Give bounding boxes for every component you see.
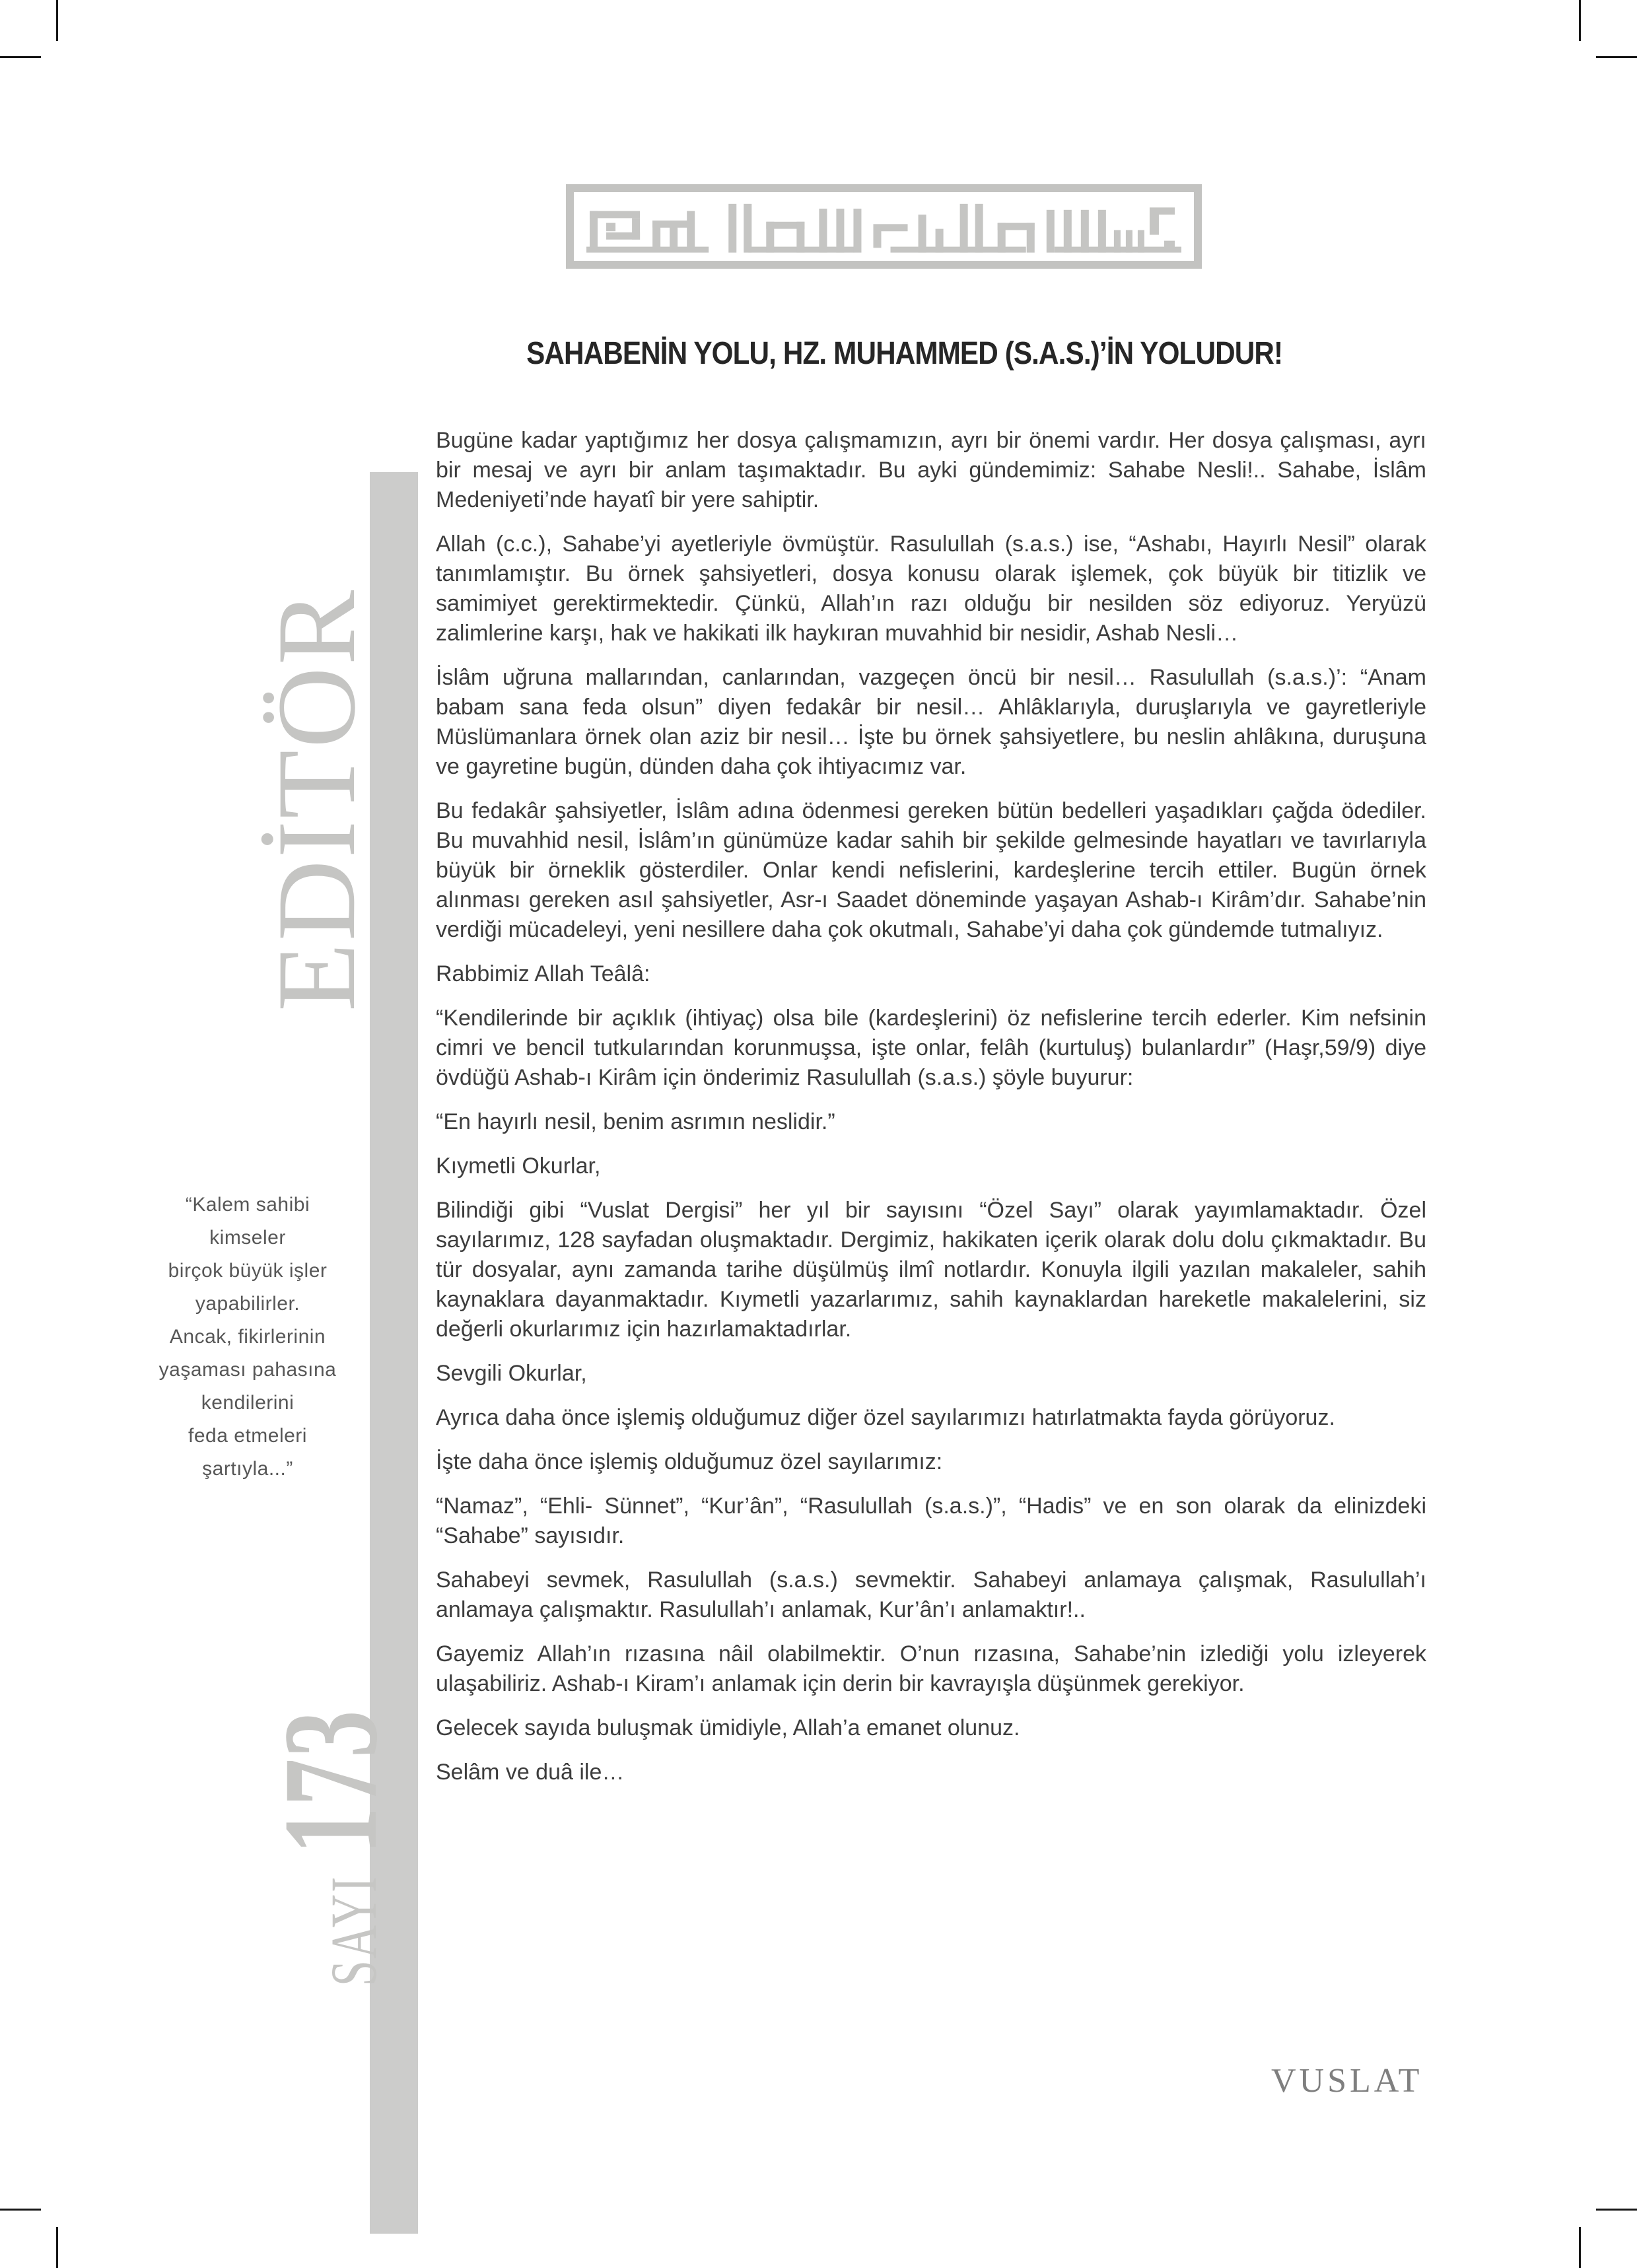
body-paragraph: Rabbimiz Allah Teâlâ: [436, 961, 650, 986]
pull-quote-line: “Kalem sahibi [185, 1194, 310, 1216]
pull-quote-line: birçok büyük işler [168, 1260, 328, 1282]
pull-quote-line: yapabilirler. [195, 1293, 300, 1315]
crop-mark-bottom-left-horizontal [0, 2209, 41, 2211]
body-paragraph: Allah (c.c.), Sahabe’yi ayetleriyle övmüştür. Rasulullah (s.a.s.) ise, “Ashabı, Hayırlı Nesil” olarak tanımlamıştır. Bu örnek şahsiyetleri, dosya konusu olarak işlemek, çok büyük bir titizlik ve samimiyet gerektirmektedir. Çünkü, Allah’ın razı olduğu bir nesilden söz ediyoruz. Yeryüzü zalimlerine karşı, hak ve hakikati ilk haykıran muvahhid bir nesidir, Ashab Nesli… [436, 532, 1426, 646]
bismillah-kufic-logo [566, 184, 1202, 269]
body-paragraph: Selâm ve duâ ile… [436, 1760, 625, 1785]
sidebar-pull-quote [122, 1188, 373, 1486]
body-paragraph: “Kendilerinde bir açıklık (ihtiyaç) olsa bile (kardeşlerini) öz nefislerine tercih ederler. Kim nefsinin cimri ve bencil tutkularından korunmuşsa, işte onlar, felâh (kurtuluş) bulanlardır” (Haşr,59/9) diye övdüğü Ashab-ı Kirâm için önderimiz Rasulullah (s.a.s.) şöyle buyurur: [436, 1006, 1426, 1090]
issue-label: SAYI [317, 1874, 390, 1986]
crop-mark-bottom-left-vertical [56, 2227, 58, 2268]
pull-quote-line: kendilerini [201, 1392, 295, 1414]
body-paragraph: Bu fedakâr şahsiyetler, İslâm adına ödenmesi gereken bütün bedelleri yaşadıkları çağda ödediler. Bu muvahhid nesil, İslâm’ın günümüze kadar sahih bir şekilde gelmesinde hayatları ve tavırlarıyla büyük bir örneklik gösterdiler. Onlar kendi nefislerini, kardeşlerine tercih ettiler. Bugün örnek alınması gereken asıl şahsiyetler, Asr-ı Saadet döneminde yaşayan Ashab-ı Kirâm’dır. Sahabe’nin verdiği mücadeleyi, yeni nesillere daha çok okutmalı, Sahabe’yi daha çok gündemde tutmalıyız. [436, 798, 1426, 942]
issue-number: 173 [256, 1709, 405, 1855]
body-paragraph: “Namaz”, “Ehli- Sünnet”, “Kur’ân”, “Rasulullah (s.a.s.)”, “Hadis” ve en son olarak da elinizdeki “Sahabe” sayısıdır. [436, 1494, 1426, 1548]
issue-number-block [256, 1564, 405, 1986]
body-paragraph: Bilindiği gibi “Vuslat Dergisi” her yıl bir sayısını “Özel Sayı” olarak yayımlamaktadır. Özel sayılarımız, 128 sayfadan oluşmaktadır. Dergimiz, hakikaten içerik olarak dolu dolu çıkmaktadır. Bu tür dosyalar, aynı zamanda tarihe düşülmüş ilmî notlardır. Konuyla ilgili yazılan makaleler, sahih kaynaklara dayanmaktadır. Kıymetli yazarlarımız, sahih kaynaklardan hareketle makalelerini, siz değerli okurlarımız için hazırlamaktadırlar. [436, 1198, 1426, 1342]
sidebar-section-title-text: EDİTÖR [254, 588, 378, 1012]
body-paragraph: Gayemiz Allah’ın rızasına nâil olabilmektir. O’nun rızasına, Sahabe’nin izlediği yolu izleyerek ulaşabiliriz. Ashab-ı Kiram’ı anlamak için derin bir kavrayışla düşünmek gerekiyor. [436, 1641, 1426, 1696]
pull-quote-line: şartıyla...” [202, 1458, 293, 1480]
crop-mark-top-right-vertical [1579, 0, 1581, 41]
body-paragraph: Gelecek sayıda buluşmak ümidiyle, Allah’a emanet olunuz. [436, 1715, 1020, 1740]
page-headline-text: SAHABENİN YOLU, HZ. MUHAMMED (S.A.S.)’İN YOLUDUR! [526, 336, 1283, 371]
crop-mark-top-left-vertical [56, 0, 58, 41]
body-paragraph: “En hayırlı nesil, benim asrımın neslidir.” [436, 1109, 835, 1134]
body-paragraph: Sahabeyi sevmek, Rasulullah (s.a.s.) sevmektir. Sahabeyi anlamaya çalışmak, Rasulullah’ı anlamaya çalışmaktır. Rasulullah’ı anlamak, Kur’ân’ı anlamaktır!.. [436, 1567, 1426, 1622]
bismillah-kufic-icon [580, 197, 1188, 256]
body-paragraph: İslâm uğruna mallarından, canlarından, vazgeçen öncü bir nesil… Rasulullah (s.a.s.)’: “Anam babam sana feda olsun” diyen fedakâr bir nesil… Ahlâklarıyla, duruşlarıyla ve gayretleriyle Müslümanlara örnek olan aziz bir nesil… İşte bu örnek şahsiyetlere, bu neslin ahlâkına, duruşuna ve gayretine bugün, dünden daha çok ihtiyacımız var. [436, 665, 1426, 779]
crop-mark-top-left-horizontal [0, 56, 41, 58]
vuslat-publisher-logo: VUSLAT [1271, 2062, 1423, 2100]
pull-quote-line: kimseler [209, 1227, 286, 1249]
pull-quote-line: feda etmeleri [188, 1425, 307, 1447]
pull-quote-line: Ancak, fikirlerinin [169, 1326, 326, 1348]
body-paragraph: Bugüne kadar yaptığımız her dosya çalışmamızın, ayrı bir önemi vardır. Her dosya çalışması, ayrı bir mesaj ve ayrı bir anlam taşımaktadır. Bu ayki gündemimiz: Sahabe Nesli!.. Sahabe, İslâm Medeniyeti’nde hayatî bir yere sahiptir. [436, 428, 1426, 512]
body-paragraph: Sevgili Okurlar, [436, 1361, 587, 1386]
crop-mark-top-right-horizontal [1596, 56, 1637, 58]
editorial-body [436, 426, 1426, 1802]
body-paragraph: Kıymetli Okurlar, [436, 1153, 601, 1179]
pull-quote-line: yaşaması pahasına [158, 1359, 337, 1381]
page-headline [409, 334, 1400, 374]
body-paragraph: İşte daha önce işlemiş olduğumuz özel sayılarımız: [436, 1449, 943, 1474]
sidebar-section-title [254, 549, 378, 1012]
body-paragraph: Ayrıca daha önce işlemiş olduğumuz diğer özel sayılarımızı hatırlatmakta fayda görüyoruz. [436, 1405, 1335, 1430]
crop-mark-bottom-right-vertical [1579, 2227, 1581, 2268]
crop-mark-bottom-right-horizontal [1596, 2209, 1637, 2211]
